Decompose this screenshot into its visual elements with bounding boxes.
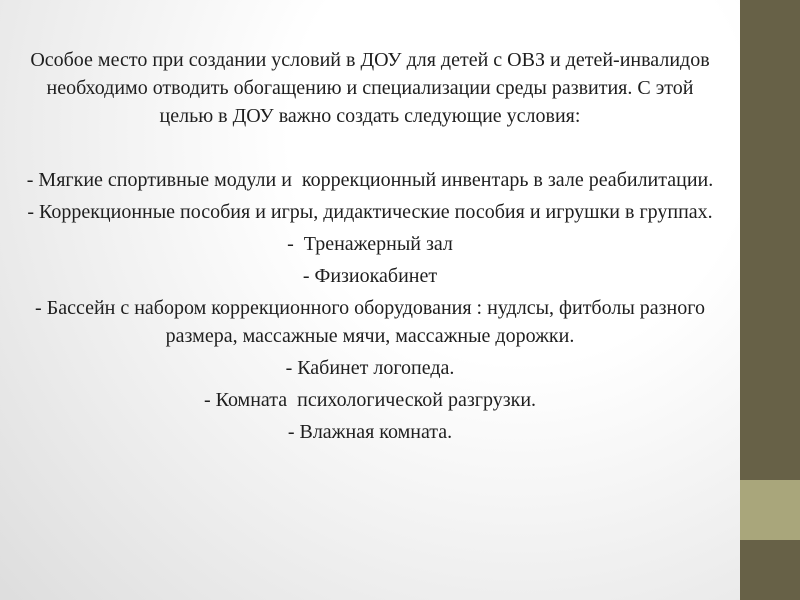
list-item: - Физиокабинет (302, 265, 438, 287)
intro-paragraph: Особое место при создании условий в ДОУ для детей с ОВЗ и детей-инвалидов необходимо отводить обогащению и специализации среды развития. С этой целью в ДОУ важно создать следующие условия: (30, 49, 715, 127)
list-item: - Кабинет логопеда. (285, 357, 455, 379)
list-item: - Бассейн с набором коррекционного оборудования : нудлсы, фитболы разного размера, массажные мячи, массажные дорожки. (35, 297, 710, 347)
right-accent-bar (740, 0, 800, 600)
list-item: - Влажная комната. (287, 421, 453, 443)
list-item: - Мягкие спортивные модули и коррекционный инвентарь в зале реабилитации. (26, 169, 714, 191)
accent-square (740, 480, 800, 540)
list-item: - Комната психологической разгрузки. (203, 389, 537, 411)
list-item: - Тренажерный зал (287, 233, 453, 255)
list-item: - Коррекционные пособия и игры, дидактические пособия и игрушки в группах. (27, 201, 713, 223)
